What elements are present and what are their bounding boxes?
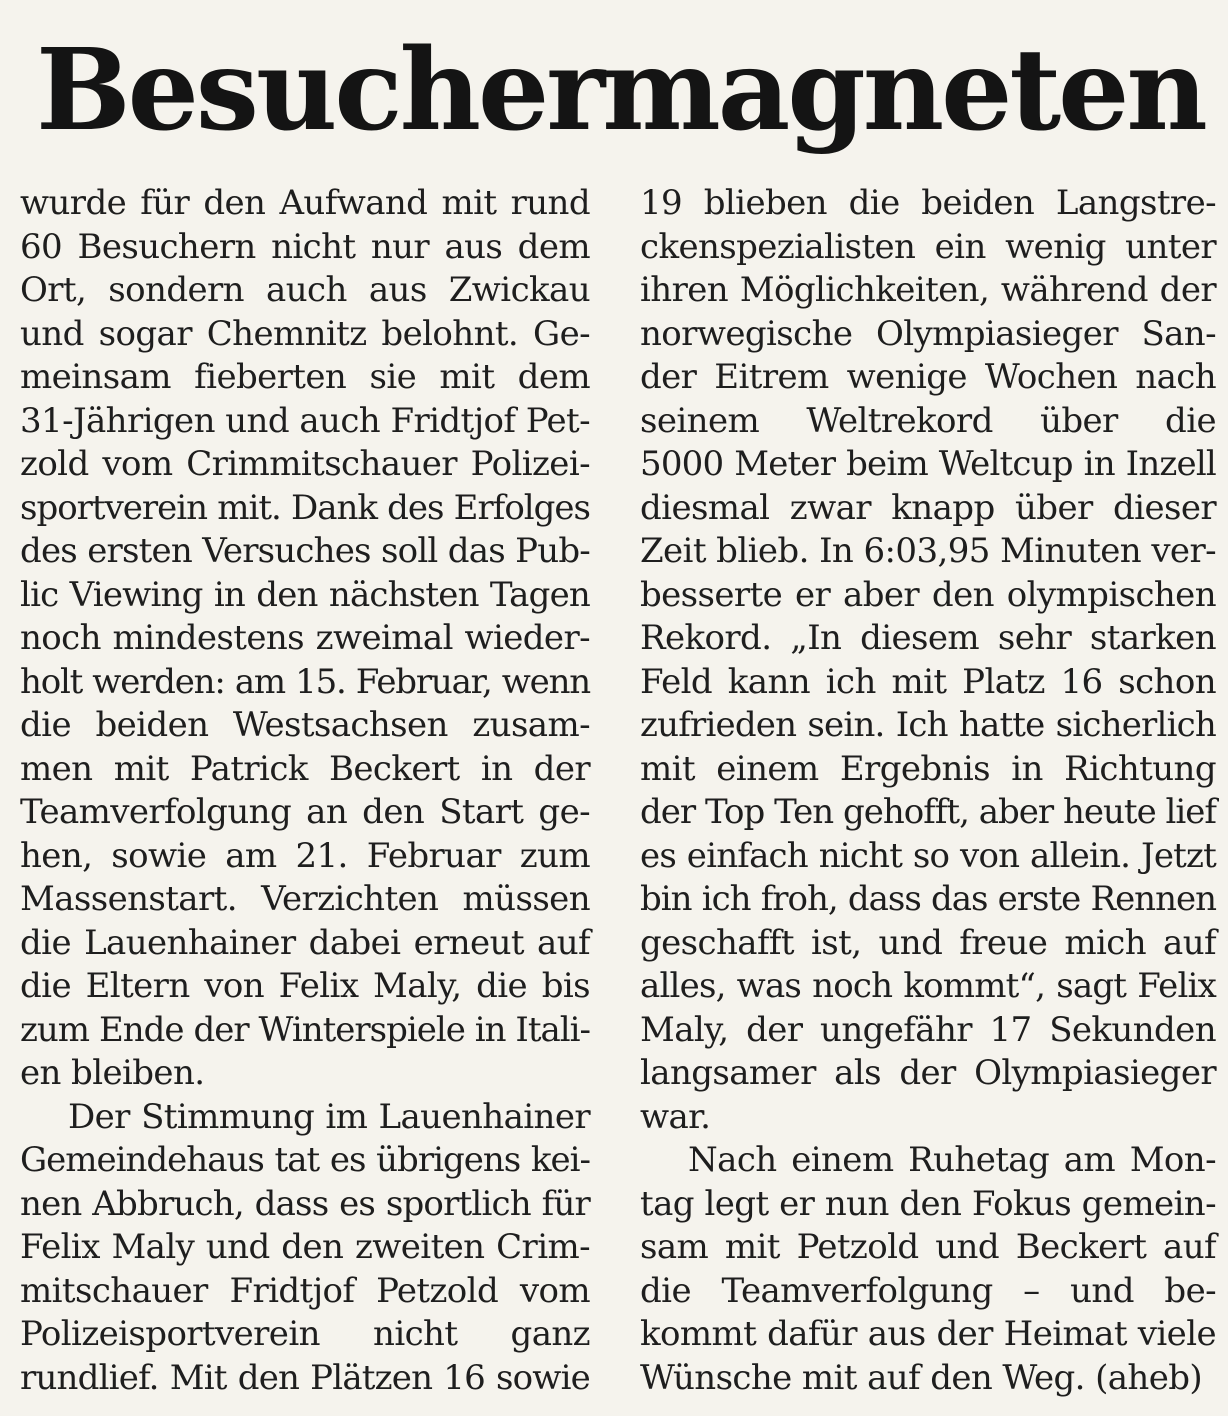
text-line: sportverein mit. Dank des Erfolges — [20, 487, 590, 528]
paragraph-start-line: Der Stimmung im Lauenhainer — [68, 1096, 590, 1137]
text-line: die Lauenhainer dabei erneut auf — [20, 922, 590, 963]
text-line: ihren Möglichkeiten, während der — [640, 270, 1216, 310]
text-line: zold vom Crimmitschauer Polizei- — [20, 444, 590, 484]
text-line: der Top Ten gehofft, aber heute lief — [640, 792, 1216, 832]
text-line: 60 Besuchern nicht nur aus dem — [20, 226, 590, 267]
text-line: die Eltern von Felix Maly, die bis — [20, 966, 590, 1006]
text-line: 31-Jährigen und auch Fridtjof Pet- — [20, 400, 590, 441]
text-line: kommt dafür aus der Heimat viele — [640, 1314, 1216, 1354]
text-line: Maly, der ungefähr 17 Sekunden — [640, 1009, 1216, 1050]
text-line: Polizeisportverein nicht ganz — [20, 1314, 590, 1354]
text-line: seinem Weltrekord über die — [640, 400, 1216, 441]
paragraph-end-line: Wünsche mit auf den Weg. (aheb) — [640, 1357, 1203, 1398]
text-line: bin ich froh, dass das erste Rennen — [640, 879, 1216, 919]
text-line: nen Abbruch, dass es sportlich für — [20, 1183, 590, 1224]
text-line: langsamer als der Olympiasieger — [640, 1053, 1216, 1093]
text-line: Ort, sondern auch aus Zwickau — [20, 270, 590, 310]
text-line: mit einem Ergebnis in Richtung — [640, 748, 1216, 789]
text-line: tag legt er nun den Fokus gemein- — [640, 1183, 1216, 1224]
text-line: Massenstart. Verzichten müssen — [20, 879, 590, 919]
text-line: meinsam fieberten sie mit dem — [20, 357, 590, 397]
text-line: des ersten Versuches soll das Pub- — [20, 531, 590, 571]
text-line: holt werden: am 15. Februar, wenn — [20, 661, 590, 702]
text-line: geschafft ist, und freue mich auf — [640, 922, 1216, 963]
text-line: lic Viewing in den nächsten Tagen — [20, 574, 590, 615]
text-line: ckenspezialisten ein wenig unter — [640, 226, 1216, 267]
text-line: und sogar Chemnitz belohnt. Ge- — [20, 313, 590, 354]
text-line: sam mit Petzold und Beckert auf — [640, 1227, 1216, 1267]
text-line: norwegische Olympiasieger San- — [640, 313, 1216, 354]
text-line: Felix Maly und den zweiten Crim- — [20, 1227, 590, 1267]
text-line: die Teamverfolgung – und be- — [640, 1270, 1216, 1311]
text-line: wurde für den Aufwand mit rund — [20, 183, 590, 223]
text-line: alles, was noch kommt“, sagt Felix — [640, 966, 1216, 1006]
text-line: besserte er aber den olympischen — [640, 574, 1216, 615]
text-line: diesmal zwar knapp über dieser — [640, 487, 1216, 528]
text-line: Teamverfolgung an den Start ge- — [20, 792, 590, 832]
headline: Besuchermagneten — [36, 25, 1205, 156]
text-line: rundlief. Mit den Plätzen 16 sowie — [20, 1357, 590, 1398]
text-line: men mit Patrick Beckert in der — [20, 748, 590, 789]
article-column-left — [20, 182, 590, 1400]
text-line: noch mindestens zweimal wieder- — [20, 618, 590, 658]
text-line: die beiden Westsachsen zusam- — [20, 705, 590, 745]
text-line: 5000 Meter beim Weltcup in Inzell — [640, 444, 1216, 484]
text-line: mitschauer Fridtjof Petzold vom — [20, 1270, 590, 1311]
article-column-right — [640, 182, 1216, 1400]
text-line: hen, sowie am 21. Februar zum — [20, 835, 590, 876]
text-line: es einfach nicht so von allein. Jetzt — [640, 835, 1216, 876]
text-line: der Eitrem wenige Wochen nach — [640, 357, 1216, 397]
text-line: zum Ende der Winterspiele in Itali- — [20, 1009, 590, 1050]
text-line: Rekord. „In diesem sehr starken — [640, 618, 1216, 658]
text-line: 19 blieben die beiden Langstre- — [640, 183, 1216, 223]
paragraph-end-line: war. — [640, 1096, 711, 1137]
text-line: Gemeindehaus tat es übrigens kei- — [20, 1140, 590, 1180]
paragraph-end-line: en bleiben. — [20, 1053, 205, 1093]
text-line: zufrieden sein. Ich hatte sicherlich — [640, 705, 1216, 745]
text-line: Zeit blieb. In 6:03,95 Minuten ver- — [640, 531, 1216, 571]
text-line: Feld kann ich mit Platz 16 schon — [640, 661, 1216, 702]
paragraph-start-line: Nach einem Ruhetag am Mon- — [688, 1140, 1216, 1180]
